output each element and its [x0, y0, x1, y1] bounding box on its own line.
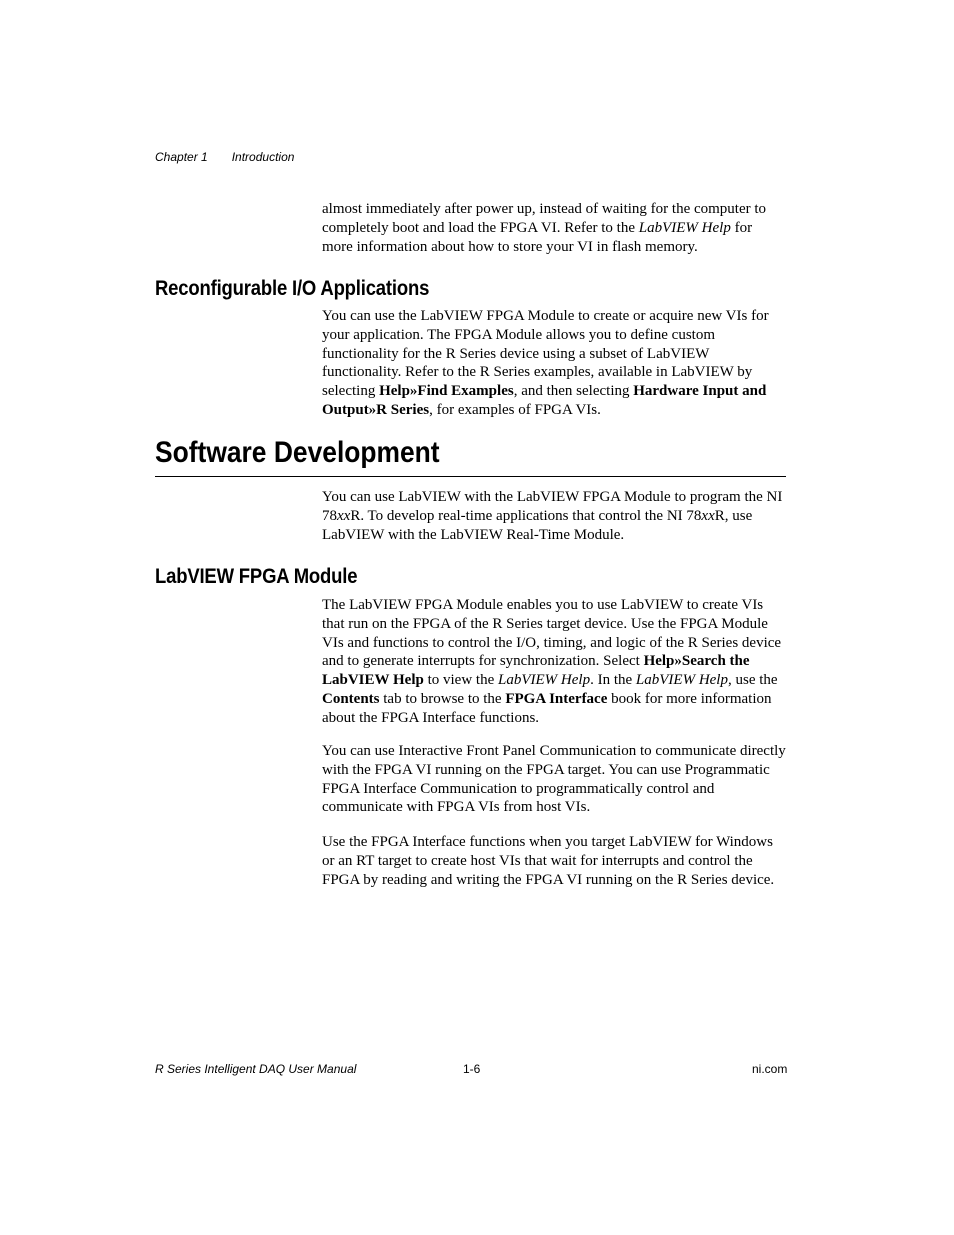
software-paragraph: You can use LabVIEW with the LabVIEW FPGA Module to program the NI 78xxR. To develop real-time applications that control the NI 78xxR, use LabVIEW with the LabVIEW Real-Time Module. [322, 489, 783, 543]
chapter-label: Chapter 1 [155, 150, 208, 164]
fpga-paragraph-2: You can use Interactive Front Panel Communication to communicate directly with the FPGA VI running on the FPGA target. You can use Programmatic FPGA Interface Communication to programmatically control and communicate with FPGA VIs from host VIs. [322, 743, 786, 816]
chapter-title: Introduction [231, 150, 295, 164]
heading-rule [155, 476, 786, 477]
footer-website: ni.com [752, 1062, 788, 1076]
heading-labview-fpga-module: LabVIEW FPGA Module [155, 565, 358, 588]
fpga-paragraph-1: The LabVIEW FPGA Module enables you to use LabVIEW to create VIs that run on the FPGA of the R Series target device. Use the FPGA Module VIs and functions to control the I/O, timing, and logic of the R Series device and to generate interrupts for synchronization. Select Help»Search the LabVIEW Help to view the LabVIEW Help. In the LabVIEW Help, use the Contents tab to browse to the FPGA Interface book for more information about the FPGA Interface functions. [322, 597, 782, 726]
heading-reconfigurable-io: Reconfigurable I/O Applications [155, 277, 430, 300]
intro-paragraph: almost immediately after power up, instead of waiting for the computer to completely boot and load the FPGA VI. Refer to the LabVIEW Help for more information about how to store your VI in flash memory. [322, 201, 767, 255]
reconfig-paragraph: You can use the LabVIEW FPGA Module to create or acquire new VIs for your application. The FPGA Module allows you to define custom functionality for the R Series device using a subset of LabVIEW functionality. Refer to the R Series examples, available in LabVIEW by selecting Help»Find Examples, and then selecting Hardware Input and Output»R Series, for examples of FPGA VIs. [322, 308, 769, 418]
footer-page-number: 1-6 [463, 1062, 481, 1076]
fpga-paragraph-3: Use the FPGA Interface functions when you target LabVIEW for Windows or an RT target to create host VIs that wait for interrupts and control the FPGA by reading and writing the FPGA VI running on the R Series device. [322, 834, 775, 888]
footer-manual-title: R Series Intelligent DAQ User Manual [155, 1062, 357, 1076]
running-header [155, 150, 318, 164]
heading-software-development: Software Development [155, 436, 440, 469]
